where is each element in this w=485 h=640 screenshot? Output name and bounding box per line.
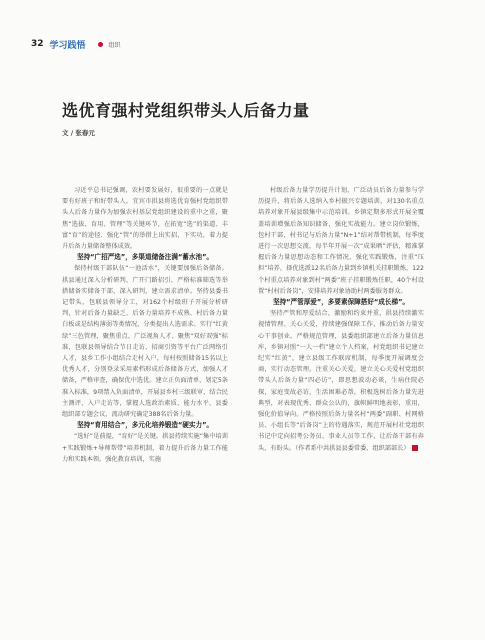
page-number: 32 (31, 39, 44, 49)
bullet-dot-icon (98, 42, 103, 47)
section-heading: 坚持“广招严选”，多渠道储备注满“蓄水池”。 (76, 253, 214, 262)
magazine-name: 学习践悟 (49, 40, 86, 51)
paragraph: 村级后备力量学历提升计划，广泛动员后备力量参与学历提升，将后备人选纳入乡村振兴专题培训，对130名重点培养对象开展县级集中示范培训。乡镇定期多形式开展全覆盖培训增强后备知识储备，强化实战能力。建立岗位锻炼，包村干部，村书记与后备力量“N+1”结对帮带机制，每季度进行一次思想交流，每半年开展一次“成果晒”评估，精准掌握后备力量思想动态和工作情况，强化实践锻炼，注重“压担”培养，择优选派12名后备力量到乡镇机关挂职锻炼，122个村重点培养对象到村“两委”班子挂职锻炼任职，40个村设置“村村后备岗”，安排培养对象协助村两委服务群众。 (258, 187, 424, 295)
paragraph: 习近平总书记强调，农村要发展好，很重要的一点就是要有好班子和好带头人。宜宾市拱县将选优育强村党组织带头人后备力量作为加强农村基层党组织建设的重中之重，聚焦“选拔、育用、管理”等关键环节，在拓宽“选”的渠道、丰富“育”的途径、强化“管”的举措上出实招、下实功，着力提升后备力量储备整体成效。 (62, 187, 228, 251)
section-heading: 坚持“严管厚爱”，多要素保障搭好“成长梯”。 (272, 298, 410, 307)
page-header (31, 36, 121, 52)
section-heading: 坚持“育用结合”，多元化培养锻造“硬实力”。 (76, 421, 214, 430)
article-title: 选优育强村党组织带头人后备力量 (62, 101, 310, 120)
paragraph (258, 308, 424, 454)
paragraph-text: 坚持严管和厚爱结合，激励和约束并重，拱县持续激实视情管理、关心关爱，持续建强保障工作，推动后备力量安心干事创业。严格规范管理，县委组织部建立后备力量信息库，乡镇对照“一人一档”建立个人档案，村党组织书记建立纪实“红黄”，建立县级工作联席机制，每季度开展调度会商，实行动态管理。注重关心关爱，建立关心关爱村党组织带头人后备力量“四必访”，即思想波动必谈，生病住院必探，家庭变故必访，生活困难必帮，积极选树后备力量先进典型，对表现优秀、群众公认的，旗帜鲜明地表彰，重用，强化价值导向。严格按照后备力量名村“两委”副职、村网格员、小组长等“后备岗”上的待遇落实，规范开展村社党组织书记中定向招考公务员、事业人员等工作，让后备干部有奔头，有盼头。（作者系中共拱县县委常委、组织部部长） (258, 310, 424, 452)
end-mark-icon (412, 445, 418, 451)
right-column (258, 185, 424, 454)
section-label: 组织 (108, 41, 121, 49)
left-column (62, 185, 228, 465)
paragraph: 保持村级干部队伍“一池活水”，关键要加强后备储备。拱县通过深入分析研判、广开门路招引、严格标准筛选等举措储备实储备干部，深入研判，建立需求清单。坚持县委书记带头，包联县领导分工，对162个村级班子开展分析研判，针对后备力量缺乏、后备力量培养不成熟、村后备力量白板或是结构薄弱等类情况，分类提出人选需求。实行“红黄绿”三色管理，聚焦重点、广泛视角人才、聚焦“双好双强”标准，包联县领导结合节日走访、招商引资等平台广泛网络引人才，县乡工作小组结合走村入户，每村按照储备15名以上优秀人才，分别登录采用素档形成后备储备方式，加强人才储备，严格审查，确保优中选优。建立正负面清单，划定5条准入标准，9项禁入负面清单，开展县乡村三级联审、结合民主测评、入户走访等，掌握人选政治素质、能力水平，县委组织部专题会议，流动研究确定388名后备力量。 (62, 265, 228, 419)
article-author: 文 / 张春元 (62, 129, 95, 137)
paragraph: “选好”是前提，“育好”是关键。拱县持续实施“集中培训+实践锻炼+导师帮带”培养机制，着力提升后备力量工作能力和实践本领。强化教育培训，实施 (62, 433, 228, 463)
